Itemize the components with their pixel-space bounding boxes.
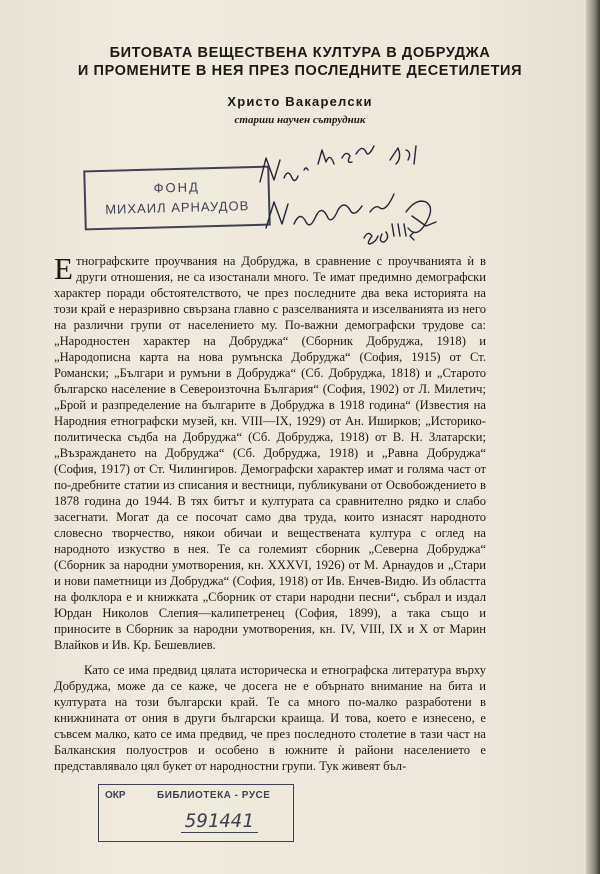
library-inventory-number: 591441 bbox=[181, 810, 258, 833]
library-stamp-name: БИБЛИОТЕКА - РУСЕ bbox=[157, 790, 271, 801]
handwritten-autograph bbox=[230, 120, 440, 250]
book-spine-shadow bbox=[586, 0, 600, 874]
title-line-1: БИТОВАТА ВЕЩЕСТВЕНА КУЛТУРА В ДОБРУДЖА bbox=[109, 45, 491, 61]
library-stamp-code: ОКР bbox=[105, 790, 126, 801]
body-paragraph-1-text: тнографските проучвания на Добруджа, в сравнение с проучванията ѝ в други отношения, не са изостанали много. Те имат предимно демографски характер поради обстоятелството, че през последните два века историята на този край е неразривно свързана главно с разселванията и изселванията из него на различни групи от населението му. По-важни демографски трудове са: „Народностен характер на Добруджа“ (Сборник Добруджа, 1918) и „Народописна карта на нова румънска Добруджа“ (София, 1915) от Ст. Романски; „Българи и румъни в Добруджа“ (Сб. Добруджа, 1818) и „Старото българско население в Североизточна България“ (София, 1902) от Л. Милетич; „Брой и разпределение на българите в Добруджа в 1918 година“ (Известия на Народния етнографски музей, кн. VIII—IX, 1929) от Ан. Иширков; „Историко-политическа съдба на Добруджа“ (Сб. Добруджа, 1918) от В. Н. Златарски; „Възраждането на Добруджа“ (Сб. Добруджа, 1918) и „Равна Добруджа“ (София, 1917) от Ст. Чилингиров. Демографски характер имат и голяма част от по-дребните статии из списания и вестници, публикувани от Освобождението в 1878 година до 1944. В тях битът и културата са сравнително рядко и слабо засегнати. Могат да се посочат само два труда, които изнасят народното словесно творчество, някои обичаи и веществената култура с оглед на народното изкуство в нея. Те са големият сборник „Северна Добруджа“ (Сборник за народни умотворения, кн. XXXVI, 1926) от М. Арнаудов и „Стари и нови паметници из Добруджа“ (София, 1918) от Ив. Енчев-Видю. Из областта на фолклора е и книжката „Сборник от стари народни песни“, събрал и издал Юрдан Николов Слепия—калипетренец (София, 1899), а така също и приносите в Сборник за народни умотворения, кн. IV, VIII, IX и X от Марин Влайков и Ив. Кр. Бешевлиев. bbox=[54, 254, 486, 653]
library-stamp bbox=[98, 784, 294, 842]
fund-stamp-line-2: МИХАИЛ АРНАУДОВ bbox=[105, 198, 250, 217]
fund-stamp-line-1: ФОНД bbox=[153, 179, 201, 196]
title-line-2: И ПРОМЕНИТЕ В НЕЯ ПРЕЗ ПОСЛЕДНИТЕ ДЕСЕТИЛЕТИЯ bbox=[77, 63, 523, 79]
author-position: старши научен сътрудник bbox=[234, 114, 366, 126]
drop-cap: Е bbox=[54, 251, 73, 286]
body-paragraph-1 bbox=[54, 253, 486, 653]
article-body bbox=[54, 253, 486, 775]
body-paragraph-2: Като се има предвид цялата историческа и етнографска литература върху Добруджа, може да се каже, че досега не е обърнато внимание на бита и културата на този български край. Те са много по-малко разработени в книжнината от ония в други български краища. И това, което е изнесено, е съвсем малко, като се има предвид, че през последното столетие в тази част на Балканския полуостров и особено в южните ѝ райони населението е представлявало цял букет от народностни групи. Тук живеят бъл- bbox=[54, 663, 486, 774]
author-name: Христо Вакарелски bbox=[227, 94, 373, 109]
